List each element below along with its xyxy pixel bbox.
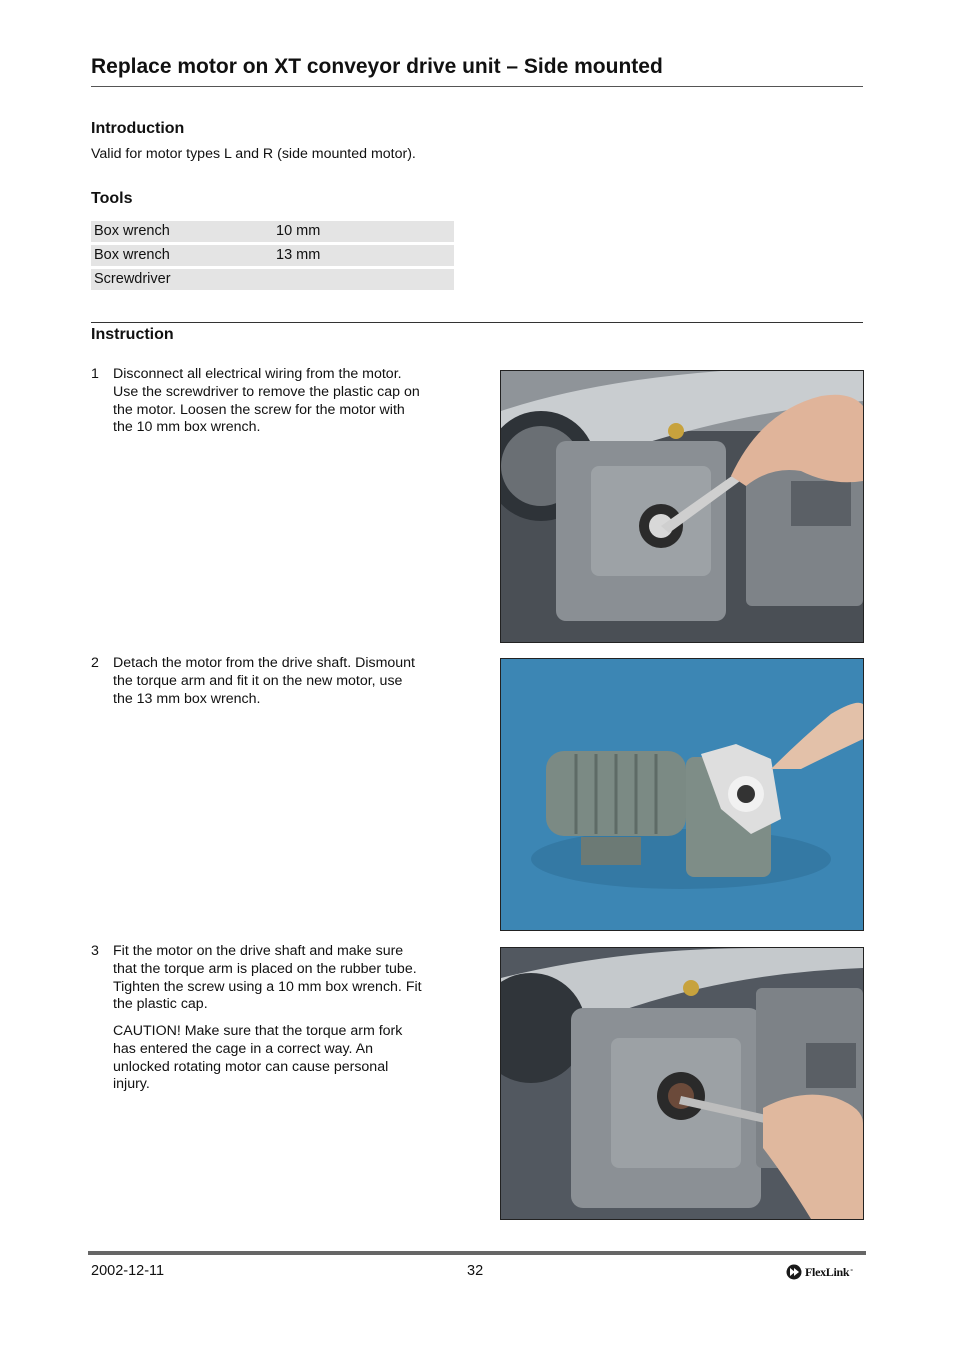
page-number: 32	[467, 1263, 484, 1279]
step-text	[113, 366, 463, 437]
tools-row	[91, 245, 454, 266]
step-line: Fit the motor on the drive shaft and make sure	[113, 943, 404, 959]
logo-text: FlexLink	[805, 1264, 850, 1279]
tool-size: 10 mm	[276, 223, 321, 239]
tools-heading: Tools	[91, 190, 133, 207]
step-text	[113, 943, 463, 1014]
tool-name: Box wrench	[94, 247, 170, 263]
introduction-heading: Introduction	[91, 120, 185, 137]
tool-size: 13 mm	[276, 247, 321, 263]
step-1-photo	[500, 370, 864, 643]
flexlink-logo-icon	[786, 1264, 802, 1280]
step-line: that the torque arm is placed on the rubber tube.	[113, 960, 417, 977]
step-number: 2	[91, 655, 99, 671]
caution-line: has entered the cage in a correct way. An	[113, 1040, 373, 1057]
footer-date: 2002-12-11	[91, 1263, 165, 1279]
step-line: Detach the motor from the drive shaft. Dismount	[113, 655, 416, 671]
step-number: 1	[91, 366, 99, 382]
step-2-photo	[500, 658, 864, 931]
step-number: 3	[91, 943, 99, 959]
step-line: Disconnect all electrical wiring from the motor.	[113, 366, 402, 382]
tool-name: Screwdriver	[94, 271, 171, 287]
caution-line: CAUTION! Make sure that the torque arm fork	[113, 1023, 403, 1039]
instruction-heading: Instruction	[91, 326, 174, 343]
step-3-photo	[500, 947, 864, 1220]
tools-row	[91, 221, 454, 242]
instruction-divider	[91, 322, 863, 323]
title-divider	[91, 86, 863, 87]
caution-line: unlocked rotating motor can cause personal	[113, 1058, 389, 1075]
step-line: the motor. Loosen the screw for the motor with	[113, 401, 405, 418]
caution-text	[113, 1023, 463, 1094]
step-text	[113, 655, 463, 708]
caution-line: injury.	[113, 1076, 150, 1093]
step-line: the plastic cap.	[113, 996, 208, 1013]
step-line: Use the screwdriver to remove the plastic cap on	[113, 383, 420, 400]
step-line: Tighten the screw using a 10 mm box wrench. Fit	[113, 978, 422, 995]
footer-divider	[88, 1251, 866, 1255]
logo-mark: °	[850, 1268, 854, 1276]
tool-name: Box wrench	[94, 223, 170, 239]
introduction-text: Valid for motor types L and R (side mounted motor).	[91, 146, 416, 162]
step-line: the 10 mm box wrench.	[113, 419, 261, 436]
flexlink-logo	[786, 1264, 853, 1280]
step-line: the torque arm and fit it on the new motor, use	[113, 672, 403, 689]
tools-row	[91, 269, 454, 290]
step-line: the 13 mm box wrench.	[113, 690, 261, 707]
page-title: Replace motor on XT conveyor drive unit – Side mounted	[91, 55, 663, 78]
